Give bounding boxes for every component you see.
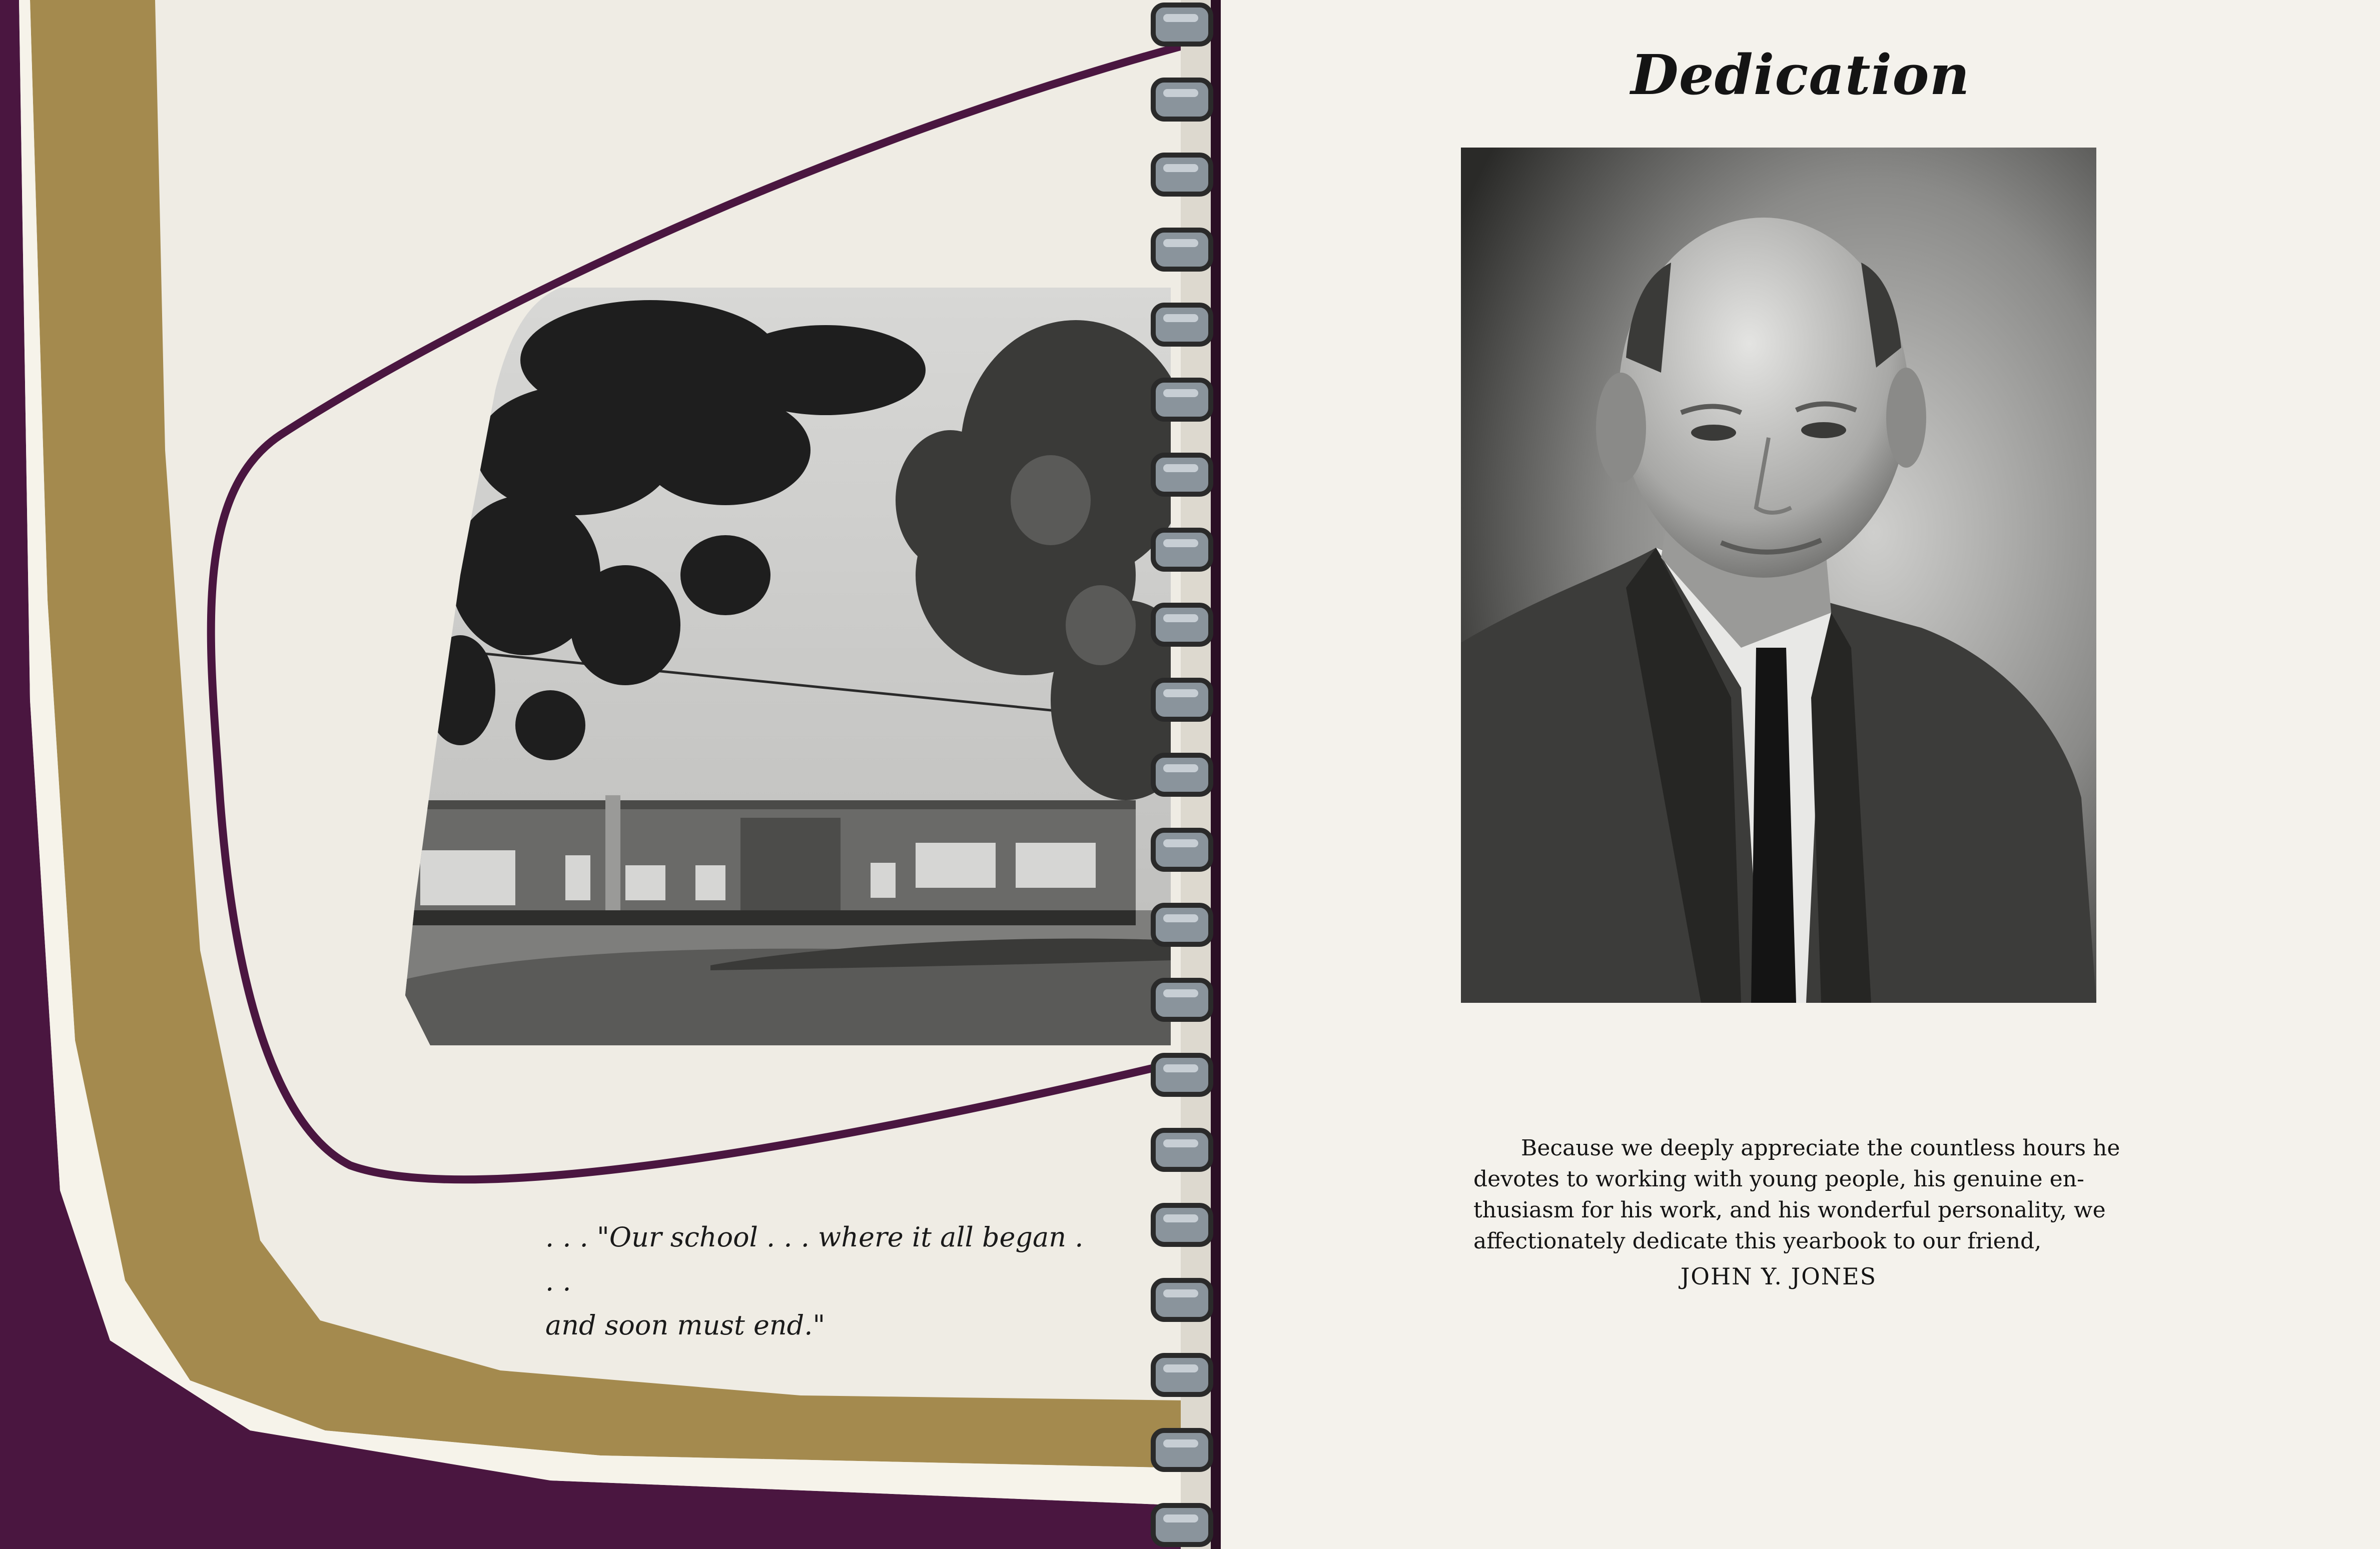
dedication-line-1: Because we deeply appreciate the countless hours he	[1521, 1135, 2120, 1161]
spiral-loop-highlight	[1163, 464, 1198, 472]
spiral-loop-highlight	[1163, 164, 1198, 172]
spiral-loop-highlight	[1163, 1139, 1198, 1147]
dedication-line-3: thusiasm for his work, and his wonderful personality, we	[1473, 1197, 2106, 1223]
dedication-line-2: devotes to working with young people, his genuine en-	[1473, 1166, 2084, 1192]
spiral-loop	[1153, 530, 1211, 569]
portrait-photo	[1461, 148, 2096, 1003]
spiral-loop	[1153, 5, 1211, 44]
spiral-loop-highlight	[1163, 14, 1198, 22]
spiral-loop	[1153, 830, 1211, 869]
school-quote	[545, 1215, 1096, 1347]
right-page	[1221, 0, 2380, 1549]
quote-line-2: and soon must end."	[545, 1309, 826, 1341]
spiral-loop	[1153, 1280, 1211, 1319]
spiral-loops	[1153, 5, 1211, 1544]
spiral-loop-highlight	[1163, 764, 1198, 772]
spiral-loop-highlight	[1163, 1364, 1198, 1372]
spiral-loop	[1153, 1055, 1211, 1094]
spiral-loop	[1153, 980, 1211, 1019]
spiral-loop	[1153, 155, 1211, 194]
spiral-loop	[1153, 680, 1211, 719]
spiral-loop-highlight	[1163, 1064, 1198, 1072]
dedication-line-4: affectionately dedicate this yearbook to our friend,	[1473, 1228, 2042, 1254]
spiral-loop	[1153, 905, 1211, 944]
spiral-loop	[1153, 605, 1211, 644]
spiral-loop-highlight	[1163, 1514, 1198, 1522]
spiral-loop-highlight	[1163, 1214, 1198, 1222]
page-title: Dedication	[1631, 43, 1970, 107]
dedication-paragraph	[1473, 1133, 2120, 1257]
spiral-loop	[1153, 380, 1211, 419]
spiral-loop-highlight	[1163, 614, 1198, 622]
spiral-loop-highlight	[1163, 914, 1198, 922]
spiral-loop-highlight	[1163, 1439, 1198, 1447]
spiral-loop-highlight	[1163, 89, 1198, 97]
spiral-loop	[1153, 1355, 1211, 1394]
spiral-loop-highlight	[1163, 839, 1198, 847]
spiral-loop	[1153, 455, 1211, 494]
spiral-loop	[1153, 755, 1211, 794]
spiral-loop-highlight	[1163, 314, 1198, 322]
spiral-loop	[1153, 230, 1211, 269]
spiral-loop	[1153, 80, 1211, 119]
spiral-loop	[1153, 1430, 1211, 1469]
spiral-loop-highlight	[1163, 1289, 1198, 1297]
spiral-loop-highlight	[1163, 239, 1198, 247]
spiral-loop-highlight	[1163, 989, 1198, 997]
quote-line-1: . . . "Our school . . . where it all began . . .	[545, 1221, 1084, 1297]
spiral-loop-highlight	[1163, 539, 1198, 547]
spiral-loop	[1153, 1130, 1211, 1169]
spiral-loop	[1153, 1505, 1211, 1544]
spiral-loop-highlight	[1163, 389, 1198, 397]
spiral-loop	[1153, 305, 1211, 344]
honoree-name: JOHN Y. JONES	[1680, 1263, 1877, 1290]
left-page	[0, 0, 1186, 1549]
spiral-loop-highlight	[1163, 689, 1198, 697]
spiral-loop	[1153, 1205, 1211, 1244]
